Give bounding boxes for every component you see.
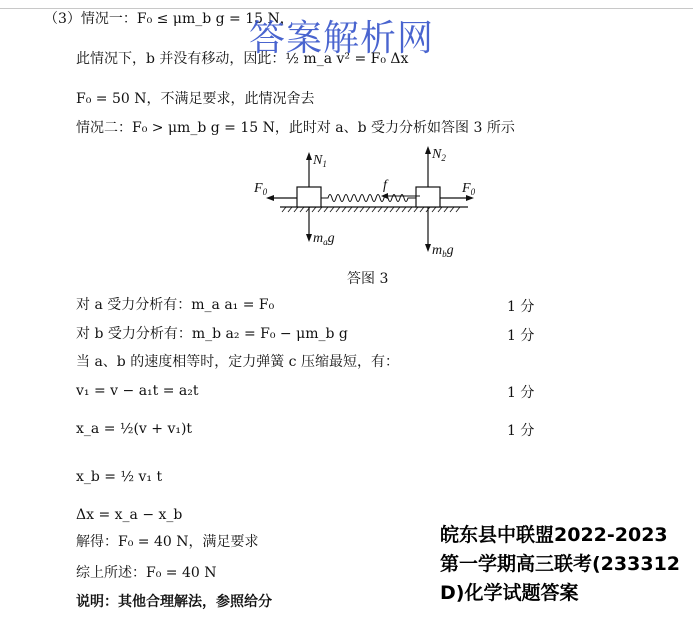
top-rule — [0, 8, 693, 9]
score-3: 1 分 — [507, 385, 535, 401]
label-n2: $N_2$ — [432, 147, 446, 163]
score-4: 1 分 — [507, 423, 535, 439]
case-one-explanation: 此情况下，b 并没有移动，因此：½ m_a v² = F₀ Δx — [76, 51, 409, 67]
case-one-result: F₀ = 50 N，不满足要求，此情况舍去 — [76, 91, 315, 107]
score-1: 1 分 — [507, 299, 535, 315]
label-f0-right: $F_0$ — [462, 181, 476, 197]
summary-line: 综上所述：F₀ = 40 N — [76, 565, 217, 581]
watermark-logo: 答案解析网 — [249, 18, 435, 59]
xb-equation: x_b = ½ v₁ t — [76, 469, 163, 485]
case-two-line: 情况二：F₀ > μm_b g = 15 N，此时对 a、b 受力分析如答图 3 所示 — [76, 120, 515, 136]
solve-line: 解得：F₀ = 40 N，满足要求 — [76, 534, 259, 550]
force-diagram — [250, 140, 490, 268]
case-one-line: （3）情况一：F₀ ≤ μm_b g = 15 N， — [44, 11, 294, 27]
analysis-b: 对 b 受力分析有：m_b a₂ = F₀ − μm_b g — [76, 326, 348, 342]
overlay-title-line3: D)化学试题答案 — [440, 582, 579, 604]
label-f0-left: $F_0$ — [254, 181, 268, 197]
note-line: 说明：其他合理解法，参照给分 — [76, 594, 272, 610]
figure-caption: 答图 3 — [347, 271, 389, 287]
overlay-title-line2: 第一学期高三联考(233312 — [440, 553, 681, 575]
label-mag: $m_ag$ — [313, 231, 335, 247]
analysis-a: 对 a 受力分析有：m_a a₁ = F₀ — [76, 297, 275, 313]
velocity-equation: v₁ = v − a₁t = a₂t — [76, 383, 199, 399]
block-a — [297, 187, 321, 207]
label-f: f — [383, 178, 387, 193]
overlay-title-line1: 皖东县中联盟2022-2023 — [440, 524, 668, 546]
delta-x-equation: Δx = x_a − x_b — [76, 507, 183, 523]
equal-velocity-line: 当 a、b 的速度相等时，定力弹簧 c 压缩最短，有： — [76, 354, 399, 370]
block-b — [416, 187, 440, 207]
score-2: 1 分 — [507, 328, 535, 344]
xa-equation: x_a = ½(v + v₁)t — [76, 421, 193, 437]
label-n1: $N_1$ — [313, 153, 327, 169]
label-mbg: $m_bg$ — [432, 243, 454, 259]
